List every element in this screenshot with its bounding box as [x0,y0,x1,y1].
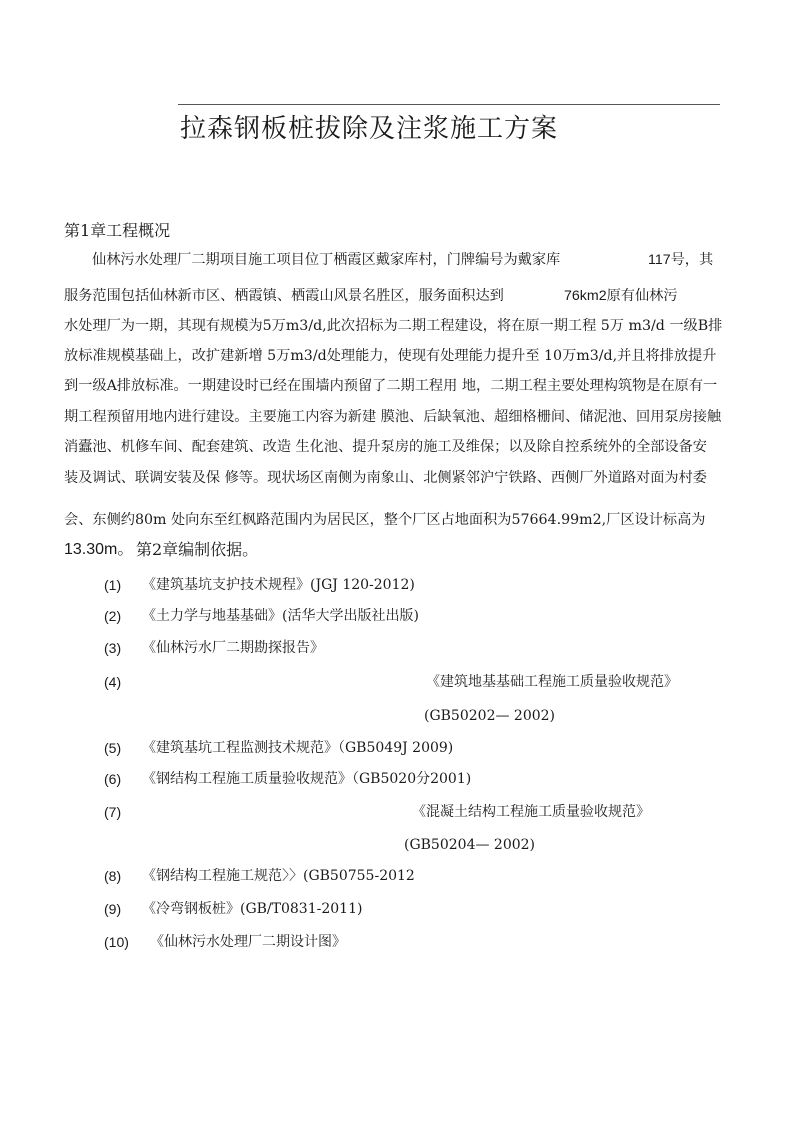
ref-number: (5) [104,740,122,756]
ref-text: 《土力学与地基基础》(活华大学出版社出版) [142,608,419,624]
ref-text: 《钢结构工程施工质量验收规范》（GB5020分2001) [142,771,472,787]
para-line-10: 13.30m。 [64,541,134,558]
para-line-8: 装及调试、联调安装及保 修等。现状场区南侧为南象山、北侧紧邻沪宁铁路、西侧厂外道路对面为村委 [64,470,707,486]
para-line-9: 会、东侧约80m 处向东至红枫路范围内为居民区，整个厂区占地面积为57664.99m2,厂区设计标高为 [64,512,706,528]
ref-text: 《建筑基坑工程监测技术规范》（GB5049J 2009) [142,740,454,756]
ref-code: (GB50204— 2002) [404,837,536,853]
ref-number: (9) [104,901,122,917]
ref-number: (3) [104,640,122,656]
para-line-2-tail: 76km2原有仙林污 [564,288,678,304]
chapter-1-heading: 第1章工程概况 [64,221,171,240]
header-rule [178,104,720,105]
chapter-2-heading: 第2章编制依据。 [136,540,259,559]
ref-text: 《仙林污水厂二期勘探报告》 [142,640,324,656]
ref-number: (4) [104,674,122,690]
para-line-7: 消蠹池、机修车间、配套建筑、改造 生化池、提升泵房的施工及维保；以及除自控系统外的全部设备安 [64,439,707,455]
para-line-5: 到一级A排放标准。一期建设时已经在围墙内预留了二期工程用 地，二期工程主要处理构筑物是在原有一 [64,378,718,394]
ref-number: (7) [104,804,122,820]
ref-text: 《仙林污水处理厂二期设计图》 [150,934,346,950]
ref-number: (10) [104,934,129,950]
ref-text: 《混凝土结构工程施工质量验收规范》 [412,804,650,820]
ref-text: 《建筑基坑支护技术规程》(JGJ 120-2012) [142,577,415,593]
para-line-1-tail: 117号，其 [648,252,714,268]
para-line-1: 仙林污水处理厂二期项目施工项目位丁栖霞区戴家库村，门牌编号为戴家库 [92,252,561,268]
ref-number: (2) [104,608,122,624]
ref-number: (8) [104,868,122,884]
para-line-2: 服务范围包括仙林新市区、栖霞镇、栖霞山风景名胜区，服务面积达到 [64,288,504,304]
para-line-3: 水处理厂为一期，其现有规模为5万m3/d,此次招标为二期工程建设，将在原一期工程 5万 m3/d 一级B排 [64,318,723,334]
para-line-6: 期工程预留用地内进行建设。主要施工内容为新建 膜池、后缺氧池、超细格栅间、储泥池、回用泵房接触 [64,409,722,425]
ref-text: 《钢结构工程施工规范〉〉(GB50755-2012 [142,868,415,884]
para-line-4: 放标准规模基础上，改扩建新增 5万m3/d处理能力，使现有处理能力提升至 10万m3/d,并且将排放提升 [64,348,717,364]
ref-code: (GB50202— 2002) [424,708,556,724]
page-title: 拉森钢板桩拔除及注浆施工方案 [180,114,559,144]
ref-number: (1) [104,577,122,593]
ref-text: 《冷弯钢板桩》(GB/T0831-2011) [142,901,363,917]
ref-text: 《建筑地基基础工程施工质量验收规范》 [426,674,678,690]
ref-number: (6) [104,771,122,787]
